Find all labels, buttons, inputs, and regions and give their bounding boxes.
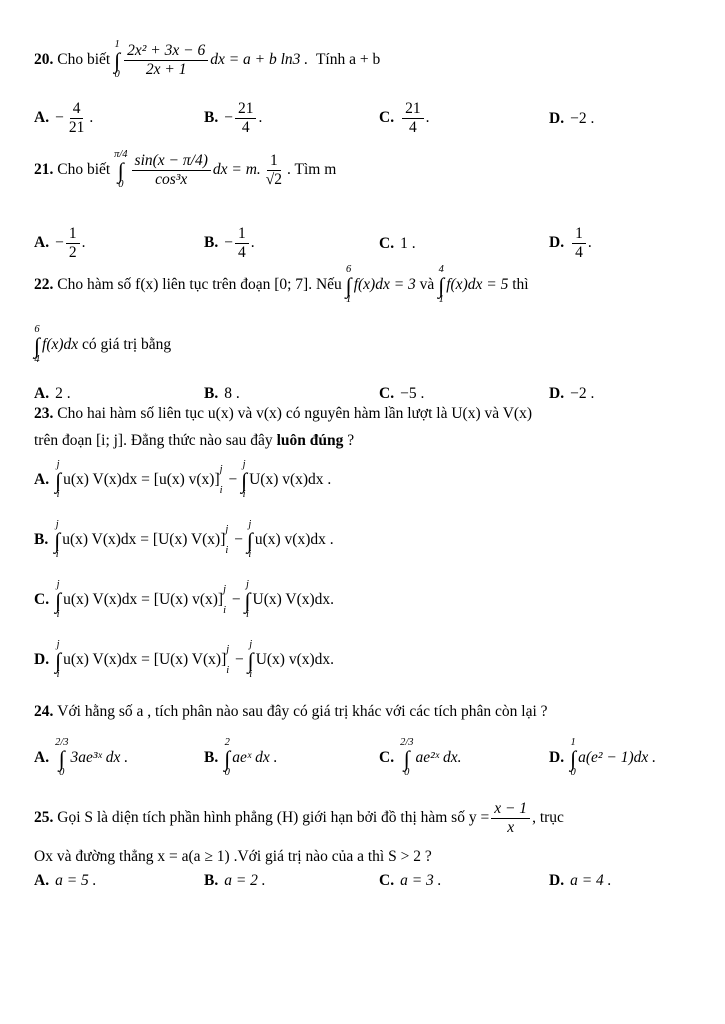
option-c[interactable]: C. a = 3 . (379, 872, 442, 889)
option-a[interactable]: A. − $\frac{4}{21}$ . (34, 100, 94, 136)
integrand-fraction: $\frac{\sin(x - \pi/4)}{\text{cos³x}}$ (132, 152, 211, 189)
question-text: Ox và đường thẳng x = a(a ≥ 1) .Với giá trị nào của a thì S > 2 ? (34, 848, 432, 865)
q23-option-a[interactable]: A. j ∫ i u(x) V(x)dx = [u(x) v(x)] j i − j ∫ i U(x) v(x)dx . (34, 459, 332, 501)
option-d[interactable]: D. a = 4 . (549, 872, 612, 889)
question-23-line2: trên đoạn [i; j]. Đẳng thức nào sau đây luôn đúng ? (34, 432, 355, 449)
equation-rhs: dx = a + b ln3 . (210, 51, 309, 69)
option-b[interactable]: B. − $\frac{1}{4}$ . (204, 225, 255, 261)
option-d[interactable]: D. $\frac{1}{4}$ . (549, 225, 592, 261)
question-23 (34, 405, 532, 423)
option-d[interactable]: D. 1 ∫ 0 a(e² − 1)dx . (549, 737, 657, 779)
question-25: 25. Gọi S là diện tích phần hình phẳng (H) giới hạn bởi đồ thị hàm số y = $\frac{x - 1}{x}$ , trục (34, 800, 564, 836)
option-b[interactable]: B. − $\frac{21}{4}$ . (204, 100, 263, 136)
equation-rhs: dx = m. (212, 161, 261, 179)
q23-option-d[interactable]: D. j ∫ i u(x) V(x)dx = [U(x) V(x)] j i − j ∫ i U(x) v(x)dx. (34, 639, 335, 681)
conjunction-then: thì (512, 276, 529, 294)
question-20 (34, 40, 380, 81)
option-c[interactable]: C. 2/3 ∫ 0 ae²ˣ dx. (379, 737, 462, 779)
question-text: có giá trị bằng (82, 336, 172, 354)
q20-options (34, 100, 694, 140)
question-number: 25. (34, 809, 54, 827)
question-number: 23. (34, 405, 54, 422)
question-22: 22. Cho hàm số f(x) liên tục trên đoạn [0; 7]. Nếu 6 ∫ 1 f(x)dx = 3 và 4 ∫ 1 f(x)dx = 5 thì (34, 264, 529, 306)
function-fraction: $\frac{x - 1}{x}$ (491, 800, 530, 837)
rhs-fraction: $\frac{1}{√2}$ (265, 152, 283, 188)
question-ask: Tính a + b (315, 51, 381, 69)
question-number: 24. (34, 703, 54, 720)
question-text: Cho hai hàm số liên tục u(x) và v(x) có nguyên hàm lần lượt là U(x) và V(x) (57, 405, 532, 422)
question-ask: . Tìm m (287, 161, 337, 179)
q23-option-c[interactable]: C. j ∫ i u(x) V(x)dx = [U(x) v(x)] j i − j ∫ i U(x) V(x)dx. (34, 579, 335, 621)
question-25-line2 (34, 848, 432, 866)
q23-option-b[interactable]: B. j ∫ i u(x) V(x)dx = [U(x) V(x)] j i − j ∫ i u(x) v(x)dx . (34, 519, 334, 561)
q24-options (34, 738, 694, 798)
option-a[interactable]: A. − $\frac{1}{2}$ . (34, 225, 86, 261)
option-b[interactable]: B. 2 ∫ 0 aeˣ dx . (204, 737, 278, 779)
question-text: Gọi S là diện tích phần hình phẳng (H) giới hạn bởi đồ thị hàm số y = (57, 809, 490, 827)
option-b[interactable]: B. 8 . (204, 385, 240, 402)
question-21 (34, 150, 336, 191)
question-lead: Cho biết (57, 51, 111, 69)
question-24 (34, 703, 548, 721)
question-text: Với hằng số a , tích phân nào sau đây có giá trị khác với các tích phân còn lại ? (57, 703, 548, 720)
option-c[interactable]: C. 1 . (379, 235, 416, 252)
option-c[interactable]: C. −5 . (379, 385, 425, 402)
option-a[interactable]: A. a = 5 . (34, 872, 97, 889)
question-number: 20. (34, 51, 54, 69)
emphasis: luôn đúng (276, 432, 344, 449)
question-number: 21. (34, 161, 54, 179)
integrand-fraction: $\frac{\text{2x² + 3x − 6}}{2x + 1}$ (124, 42, 208, 79)
conjunction: và (419, 276, 435, 294)
question-lead: Cho biết (57, 161, 111, 179)
option-a[interactable]: A. 2/3 ∫ 0 3ae³ˣ dx . (34, 737, 129, 779)
option-b[interactable]: B. a = 2 . (204, 872, 266, 889)
q25-options (34, 872, 694, 912)
integral-sign: π/4 ∫ 0 (114, 149, 128, 191)
question-22-cont: 6 ∫ 4 f(x)dx có giá trị bằng (34, 324, 172, 366)
question-text: Cho hàm số f(x) liên tục trên đoạn [0; 7]. Nếu (57, 276, 342, 294)
question-number: 22. (34, 276, 54, 294)
integral-3: f(x)dx (42, 336, 79, 354)
integral-sign: 1 ∫ 0 (114, 39, 121, 81)
q21-options (34, 225, 694, 265)
integral-2: f(x)dx = 5 (446, 276, 509, 294)
option-c[interactable]: C. $\frac{21}{4}$ . (379, 100, 430, 136)
integral-1: f(x)dx = 3 (353, 276, 416, 294)
option-d[interactable]: D. −2 . (549, 385, 595, 402)
option-a[interactable]: A. 2 . (34, 385, 71, 402)
option-d[interactable]: D. −2 . (549, 110, 595, 127)
